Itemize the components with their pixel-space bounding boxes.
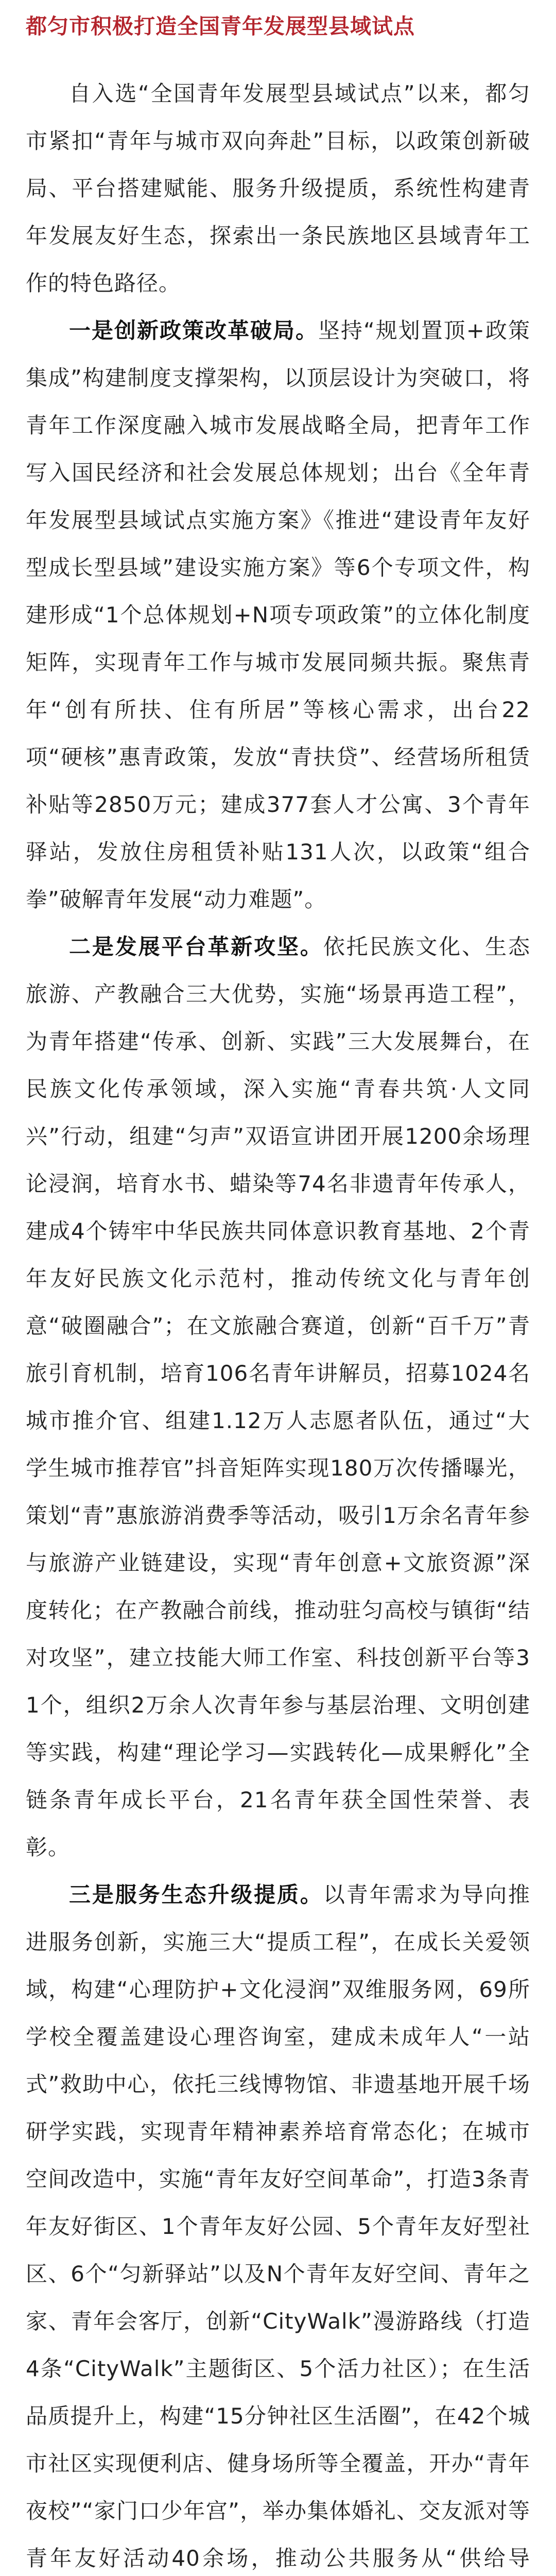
policy-section-text: 坚持“规划置顶+政策集成”构建制度支撑架构，以顶层设计为突破口，将青年工作深度融入城市发展战略全局，把青年工作写入国民经济和社会发展总体规划；出台《全年青年发展型县域试点实施方案》《推进“建设青年友好型成长型县域”建设实施方案》等6个专项文件，构建形成“1个总体规划+N项专项政策”的立体化制度矩阵，实现青年工作与城市发展同频共振。聚焦青年“创有所扶、住有所居”等核心需求，出台22项“硬核”惠青政策，发放“青扶贷”、经营场所租赁补贴等2850万元；建成377套人才公寓、3个青年驿站，发放住房租赁补贴131人次，以政策“组合拳”破解青年发展“动力难题”。	[26, 318, 530, 912]
platform-section-paragraph	[26, 923, 530, 1871]
intro-paragraph	[26, 70, 530, 307]
service-section-paragraph	[26, 1871, 530, 2576]
intro-paragraph-text: 自入选“全国青年发展型县域试点”以来，都匀市紧扣“青年与城市双向奔赴”目标，以政策创新破局、平台搭建赋能、服务升级提质，系统性构建青年发展友好生态，探索出一条民族地区县域青年工作的特色路径。	[26, 81, 530, 296]
policy-section-heading: 一是创新政策改革破局。	[69, 318, 319, 343]
article-title: 都匀市积极打造全国青年发展型县域试点	[26, 14, 415, 39]
service-section-text: 以青年需求为导向推进服务创新，实施三大“提质工程”，在成长关爱领域，构建“心理防护+文化浸润”双维服务网，69所学校全覆盖建设心理咨询室，建成未成年人“一站式”救助中心，依托三线博物馆、非遗基地开展千场研学实践，实现青年精神素养培育常态化；在城市空间改造中，实施“青年友好空间革命”，打造3条青年友好街区、1个青年友好公园、5个青年友好型社区、6个“匀新驿站”以及N个青年友好空间、青年之家、青年会客厅，创新“CityWalk”漫游路线（打造4条“CityWalk”主题街区、5个活力社区）；在生活品质提升上，构建“15分钟社区生活圈”，在42个城市社区实现便利店、健身场所等全覆盖，开办“青年夜校”“家门口少年宫”，举办集体婚礼、交友派对等青年友好活动40余场，推动公共服务从“供给导	[26, 1882, 530, 2571]
platform-section-text: 依托民族文化、生态旅游、产教融合三大优势，实施“场景再造工程”，为青年搭建“传承、创新、实践”三大发展舞台，在民族文化传承领域，深入实施“青春共筑·人文同兴”行动，组建“匀声”双语宣讲团开展1200余场理论浸润，培育水书、蜡染等74名非遗青年传承人，建成4个铸牢中华民族共同体意识教育基地、2个青年友好民族文化示范村，推动传统文化与青年创意“破圈融合”；在文旅融合赛道，创新“百千万”青旅引育机制，培育106名青年讲解员，招募1024名城市推介官、组建1.12万人志愿者队伍，通过“大学生城市推荐官”抖音矩阵实现180万次传播曝光，策划“青”惠旅游消费季等活动，吸引1万余名青年参与旅游产业链建设，实现“青年创意+文旅资源”深度转化；在产教融合前线，推动驻匀高校与镇街“结对攻坚”，建立技能大师工作室、科技创新平台等31个，组织2万余人次青年参与基层治理、文明创建等实践，构建“理论学习—实践转化—成果孵化”全链条青年成长平台，21名青年获全国性荣誉、表彰。	[26, 934, 530, 1860]
platform-section-heading: 二是发展平台革新攻坚。	[69, 934, 323, 959]
policy-section-paragraph	[26, 307, 530, 923]
service-section-heading: 三是服务生态升级提质。	[69, 1882, 323, 1907]
